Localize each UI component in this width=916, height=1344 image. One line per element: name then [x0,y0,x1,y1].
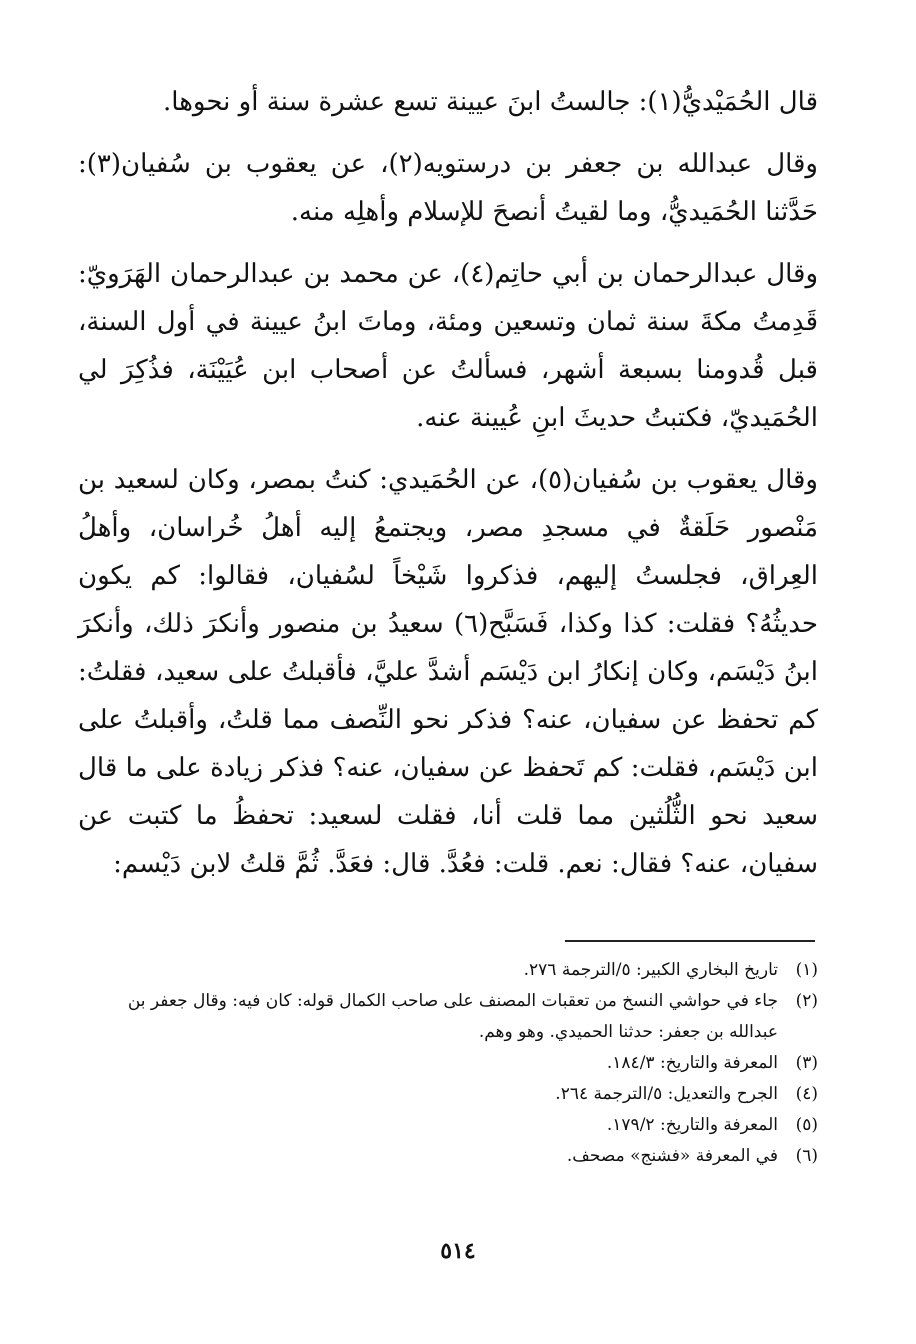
paragraph: قال الحُمَيْديُّ(١): جالستُ ابنَ عيينة تسع عشرة سنة أو نحوها. [163,87,818,117]
footnotes [78,955,818,1172]
footnote-text: في المعرفة «فشنج» مصحف. [566,1146,778,1166]
footnote-text: الجرح والتعديل: ٥/الترجمة ٢٦٤. [555,1084,778,1104]
footnote-text: جاء في حواشي النسخ من تعقبات المصنف على صاحب الكمال قوله: كان فيه: وقال جعفر بن عبدالله بن جعفر: حدثنا الحميدي. وهو وهم. [127,991,778,1042]
footnote-number: (٥) [795,1115,818,1135]
footnote-item [78,1141,818,1172]
footnote-text: المعرفة والتاريخ: ١٨٤/٣. [606,1053,778,1073]
paragraph: وقال عبدالرحمان بن أبي حاتِم(٤)، عن محمد بن عبدالرحمان الهَرَويّ: قَدِمتُ مكةَ سنة ثمان وتسعين ومئة، وماتَ ابنُ عيينة في أول السنة، قبل قُدومنا بسبعة أشهر، فسألتُ عن أصحاب ابن عُيَيْنَة، فذُكِرَ لي الحُمَيديّ، فكتبتُ حديثَ ابنِ عُيينة عنه. [78,259,818,433]
footnote-number: (٢) [795,991,818,1011]
footnote-number: (٣) [795,1053,818,1073]
main-text [78,78,818,902]
footnote-divider [565,940,815,942]
footnote-number: (١) [795,960,818,980]
footnote-text: المعرفة والتاريخ: ١٧٩/٢. [606,1115,778,1135]
footnote-item [78,1110,818,1141]
footnote-item [78,955,818,986]
footnote-text: تاريخ البخاري الكبير: ٥/الترجمة ٢٧٦. [523,960,778,980]
page-number: ٥١٤ [440,1238,476,1264]
paragraph: وقال يعقوب بن سُفيان(٥)، عن الحُمَيدي: كنتُ بمصر، وكان لسعيد بن مَنْصور حَلَقةٌ في مسجدِ مصر، ويجتمعُ إليه أهلُ خُراسان، وأهلُ العِراق، فجلستُ إليهم، فذكروا شَيْخاً لسُفيان، فقالوا: كم يكون حديثُهُ؟ فقلت: كذا وكذا، فَسَبَّح(٦) سعيدُ بن منصور وأنكرَ ذلك، وأنكرَ ابنُ دَيْسَم، وكان إنكارُ ابن دَيْسَم أشدَّ عليَّ، فأقبلتُ على سعيد، فقلتُ: كم تحفظ عن سفيان، عنه؟ فذكر نحو النِّصف مما قلتُ، وأقبلتُ على ابن دَيْسَم، فقلت: كم تَحفظ عن سفيان، عنه؟ فذكر زيادة على ما قال سعيد نحو الثُّلُثين مما قلت أنا، فقلت لسعيد: تحفظُ ما كتبت عن سفيان، عنه؟ فقال: نعم. قلت: فعُدَّ. قال: فعَدَّ. ثُمَّ قلتُ لابن دَيْسم: [78,465,819,879]
footnote-number: (٦) [795,1146,818,1166]
paragraph: وقال عبدالله بن جعفر بن درستويه(٢)، عن يعقوب بن سُفيان(٣): حَدَّثنا الحُمَيديُّ، وما لقيتُ أنصحَ للإسلام وأهلِه منه. [78,149,818,227]
footnote-item [78,1079,818,1110]
footnote-item [78,1048,818,1079]
footnote-number: (٤) [795,1084,818,1104]
footnote-item [78,986,818,1048]
